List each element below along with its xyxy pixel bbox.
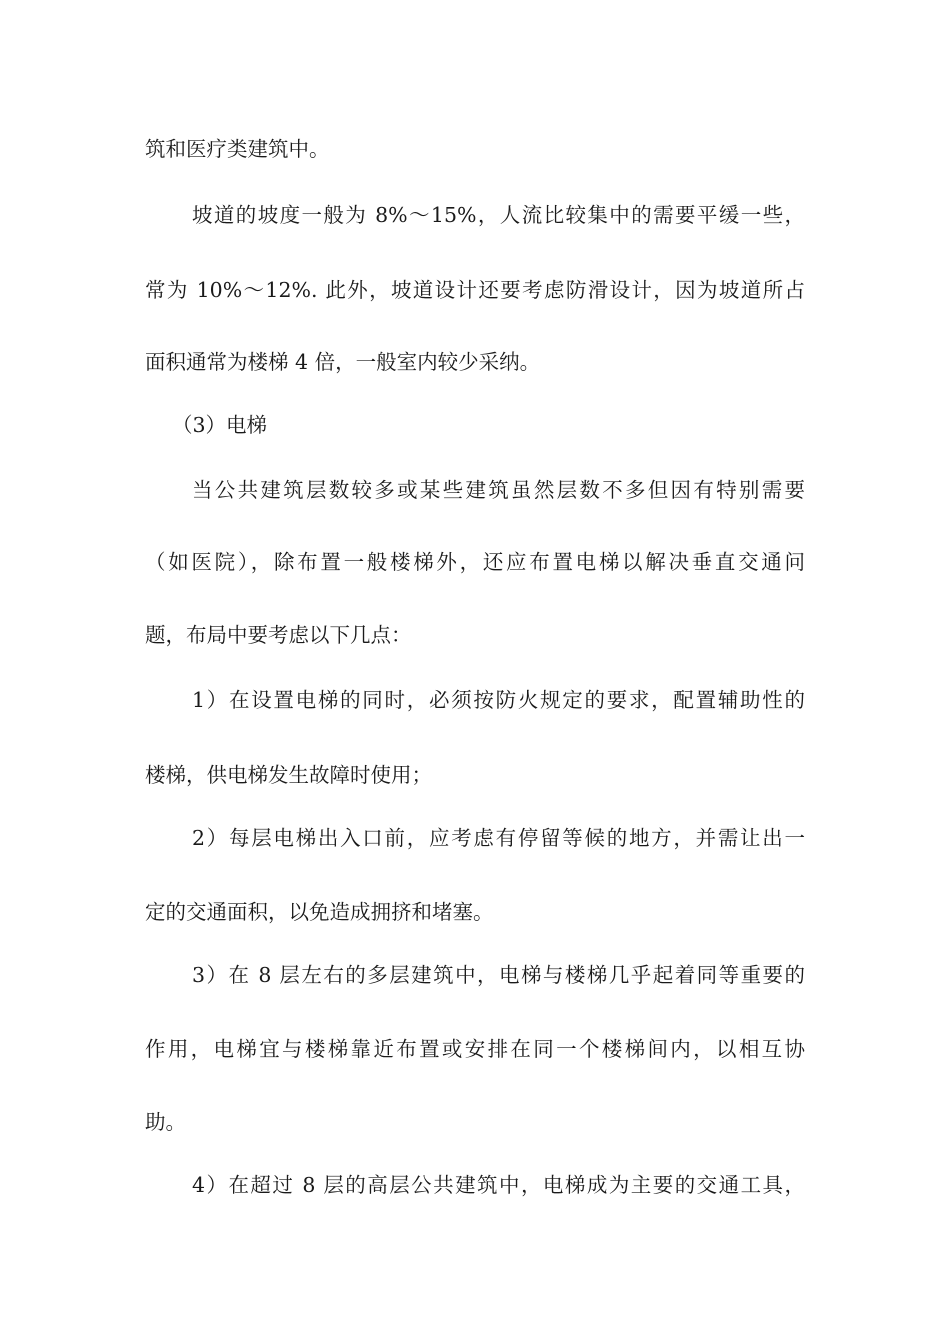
text-line: 1）在设置电梯的同时，必须按防火规定的要求，配置辅助性的 [192,688,805,712]
text-line: （如医院），除布置一般楼梯外，还应布置电梯以解决垂直交通问 [145,550,805,574]
text-line: 2）每层电梯出入口前，应考虑有停留等候的地方，并需让出一 [192,826,805,850]
text-line: 常为 10%～12%. 此外，坡道设计还要考虑防滑设计，因为坡道所占 [145,278,805,302]
text-line: 筑和医疗类建筑中。 [145,137,330,161]
text-line: 助。 [145,1110,186,1134]
text-line: 楼梯，供电梯发生故障时使用； [145,763,432,787]
text-line: 面积通常为楼梯 4 倍，一般室内较少采纳。 [145,350,541,374]
text-line: 4）在超过 8 层的高层公共建筑中，电梯成为主要的交通工具， [192,1173,805,1197]
text-line: 作用，电梯宜与楼梯靠近布置或安排在同一个楼梯间内，以相互协 [145,1037,805,1061]
text-line: 题，布局中要考虑以下几点： [145,623,412,647]
text-line: 3）在 8 层左右的多层建筑中，电梯与楼梯几乎起着同等重要的 [192,963,805,987]
text-line: 当公共建筑层数较多或某些建筑虽然层数不多但因有特别需要 [192,478,805,502]
section-heading: （3）电梯 [172,413,268,437]
text-line: 定的交通面积，以免造成拥挤和堵塞。 [145,900,494,924]
text-line: 坡道的坡度一般为 8%～15%，人流比较集中的需要平缓一些， [192,203,805,227]
